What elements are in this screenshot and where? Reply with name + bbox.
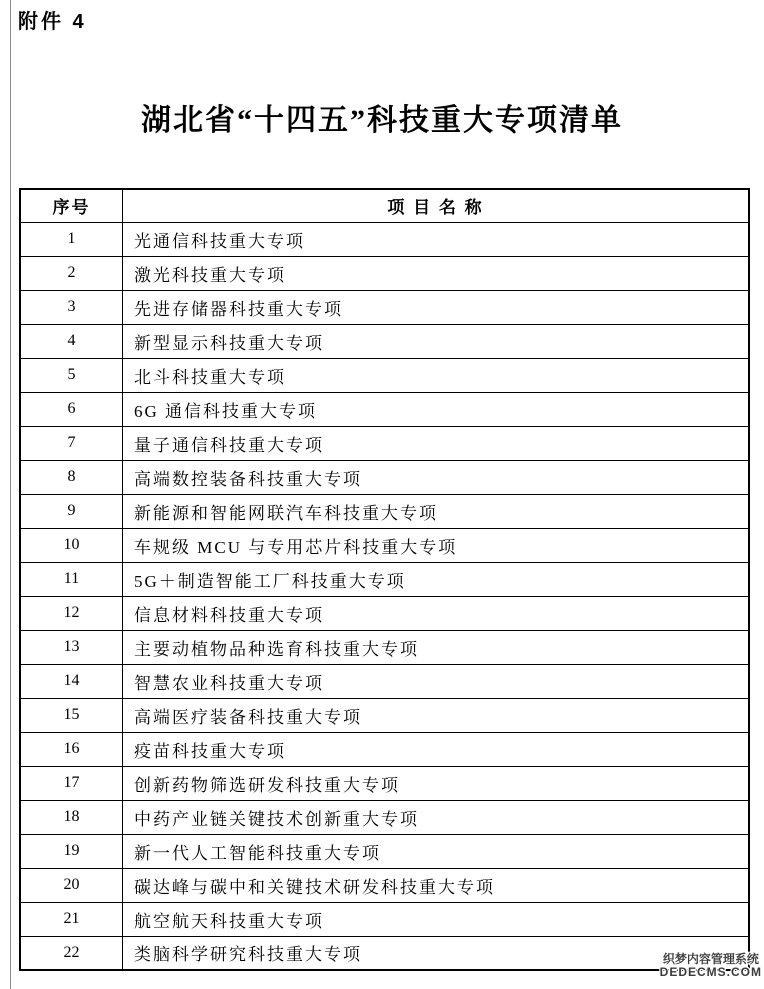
- row-number: 20: [20, 868, 123, 902]
- row-number: 3: [20, 290, 123, 324]
- project-name: 航空航天科技重大专项: [123, 902, 750, 936]
- row-number: 13: [20, 630, 123, 664]
- table-row: [20, 290, 749, 324]
- column-header-name: 项 目 名 称: [123, 189, 750, 222]
- row-number: 22: [20, 936, 123, 970]
- row-number: 16: [20, 732, 123, 766]
- project-name: 量子通信科技重大专项: [123, 426, 750, 460]
- project-name: 信息材料科技重大专项: [123, 596, 750, 630]
- table-row: [20, 494, 749, 528]
- row-number: 17: [20, 766, 123, 800]
- project-name: 疫苗科技重大专项: [123, 732, 750, 766]
- row-number: 5: [20, 358, 123, 392]
- table-row: [20, 256, 749, 290]
- table-row: [20, 868, 749, 902]
- page-title: 湖北省“十四五”科技重大专项清单: [141, 104, 623, 137]
- row-number: 1: [20, 222, 123, 256]
- table-row: [20, 936, 749, 970]
- table-row: [20, 596, 749, 630]
- watermark: [660, 953, 762, 979]
- project-name: 碳达峰与碳中和关键技术研发科技重大专项: [123, 868, 750, 902]
- projects-table: [19, 188, 750, 971]
- table-row: [20, 834, 749, 868]
- table-header-row: [20, 189, 749, 222]
- table-row: [20, 358, 749, 392]
- project-name: 新型显示科技重大专项: [123, 324, 750, 358]
- row-number: 19: [20, 834, 123, 868]
- project-name: 先进存储器科技重大专项: [123, 290, 750, 324]
- project-name: 高端医疗装备科技重大专项: [123, 698, 750, 732]
- table-body: [20, 222, 749, 970]
- row-number: 15: [20, 698, 123, 732]
- table-row: [20, 460, 749, 494]
- table-row: [20, 426, 749, 460]
- row-number: 7: [20, 426, 123, 460]
- table-row: [20, 800, 749, 834]
- project-name: 类脑科学研究科技重大专项: [123, 936, 750, 970]
- table-row: [20, 766, 749, 800]
- project-name: 激光科技重大专项: [123, 256, 750, 290]
- project-name: 新能源和智能网联汽车科技重大专项: [123, 494, 750, 528]
- project-name: 智慧农业科技重大专项: [123, 664, 750, 698]
- row-number: 9: [20, 494, 123, 528]
- table-row: [20, 698, 749, 732]
- row-number: 21: [20, 902, 123, 936]
- table-row: [20, 732, 749, 766]
- table-row: [20, 562, 749, 596]
- row-number: 12: [20, 596, 123, 630]
- row-number: 11: [20, 562, 123, 596]
- table-row: [20, 664, 749, 698]
- project-name: 6G 通信科技重大专项: [123, 392, 750, 426]
- watermark-line2: DEDECMS.COM: [659, 965, 762, 979]
- project-name: 5G＋制造智能工厂科技重大专项: [123, 562, 750, 596]
- table-row: [20, 222, 749, 256]
- project-name: 主要动植物品种选育科技重大专项: [123, 630, 750, 664]
- column-header-number: 序号: [20, 189, 123, 222]
- project-name: 创新药物筛选研发科技重大专项: [123, 766, 750, 800]
- project-name: 北斗科技重大专项: [123, 358, 750, 392]
- table-row: [20, 902, 749, 936]
- watermark-line1: 织梦内容管理系统: [662, 952, 759, 966]
- row-number: 4: [20, 324, 123, 358]
- project-name: 中药产业链关键技术创新重大专项: [123, 800, 750, 834]
- table-row: [20, 528, 749, 562]
- table-row: [20, 630, 749, 664]
- table-row: [20, 392, 749, 426]
- project-name: 新一代人工智能科技重大专项: [123, 834, 750, 868]
- row-number: 6: [20, 392, 123, 426]
- table-row: [20, 324, 749, 358]
- row-number: 18: [20, 800, 123, 834]
- project-name: 光通信科技重大专项: [123, 222, 750, 256]
- page-edge-line: [10, 0, 11, 989]
- row-number: 10: [20, 528, 123, 562]
- row-number: 2: [20, 256, 123, 290]
- attachment-label: 附件 4: [18, 11, 87, 33]
- row-number: 14: [20, 664, 123, 698]
- project-name: 车规级 MCU 与专用芯片科技重大专项: [123, 528, 750, 562]
- project-name: 高端数控装备科技重大专项: [123, 460, 750, 494]
- row-number: 8: [20, 460, 123, 494]
